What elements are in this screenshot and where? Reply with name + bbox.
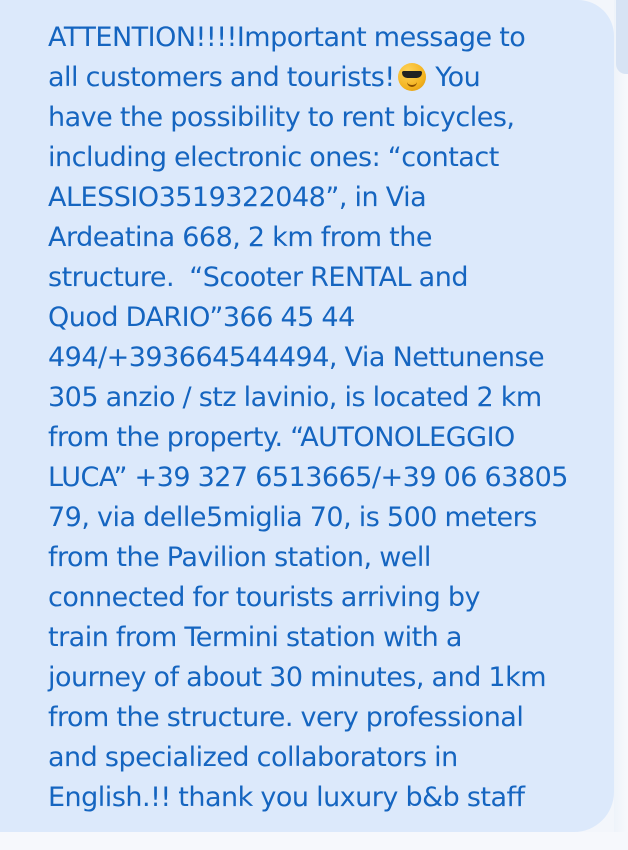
message-line [48,58,606,98]
message-line: Ardeatina 668, 2 km from the [48,222,432,253]
message-line: Quod DARIO”366 45 44 [48,302,355,333]
message-line: English.!! thank you luxury b&b staff [48,782,525,813]
message-line-part: all customers and tourists! [48,62,395,93]
message-text [48,18,606,818]
message-line: LUCA” +39 327 6513665/+39 06 63805 [48,462,568,493]
message-line: ALESSIO3519322048”, in Via [48,182,427,213]
right-edge-strip [614,0,628,850]
message-line: including electronic ones: “contact [48,142,499,173]
message-line: connected for tourists arriving by [48,582,480,613]
message-line: ATTENTION!!!!Important message to [48,22,526,53]
message-line: have the possibility to rent bicycles, [48,102,515,133]
message-line: 79, via delle5miglia 70, is 500 meters [48,502,537,533]
bottom-edge-strip [0,832,628,850]
message-line: 494/+393664544494, Via Nettunense [48,342,545,373]
message-line: from the property. “AUTONOLEGGIO [48,422,515,453]
message-line: from the Pavilion station, well [48,542,431,573]
message-line: 305 anzio / stz lavinio, is located 2 km [48,382,542,413]
message-line: journey of about 30 minutes, and 1km [48,662,547,693]
message-line: structure. “Scooter RENTAL and [48,262,468,293]
right-edge-mark [616,0,628,74]
message-line: and specialized collaborators in [48,742,458,773]
message-line-part: You [427,62,481,93]
message-line: train from Termini station with a [48,622,462,653]
sunglasses-smiley-icon [398,63,426,91]
message-line: from the structure. very professional [48,702,524,733]
